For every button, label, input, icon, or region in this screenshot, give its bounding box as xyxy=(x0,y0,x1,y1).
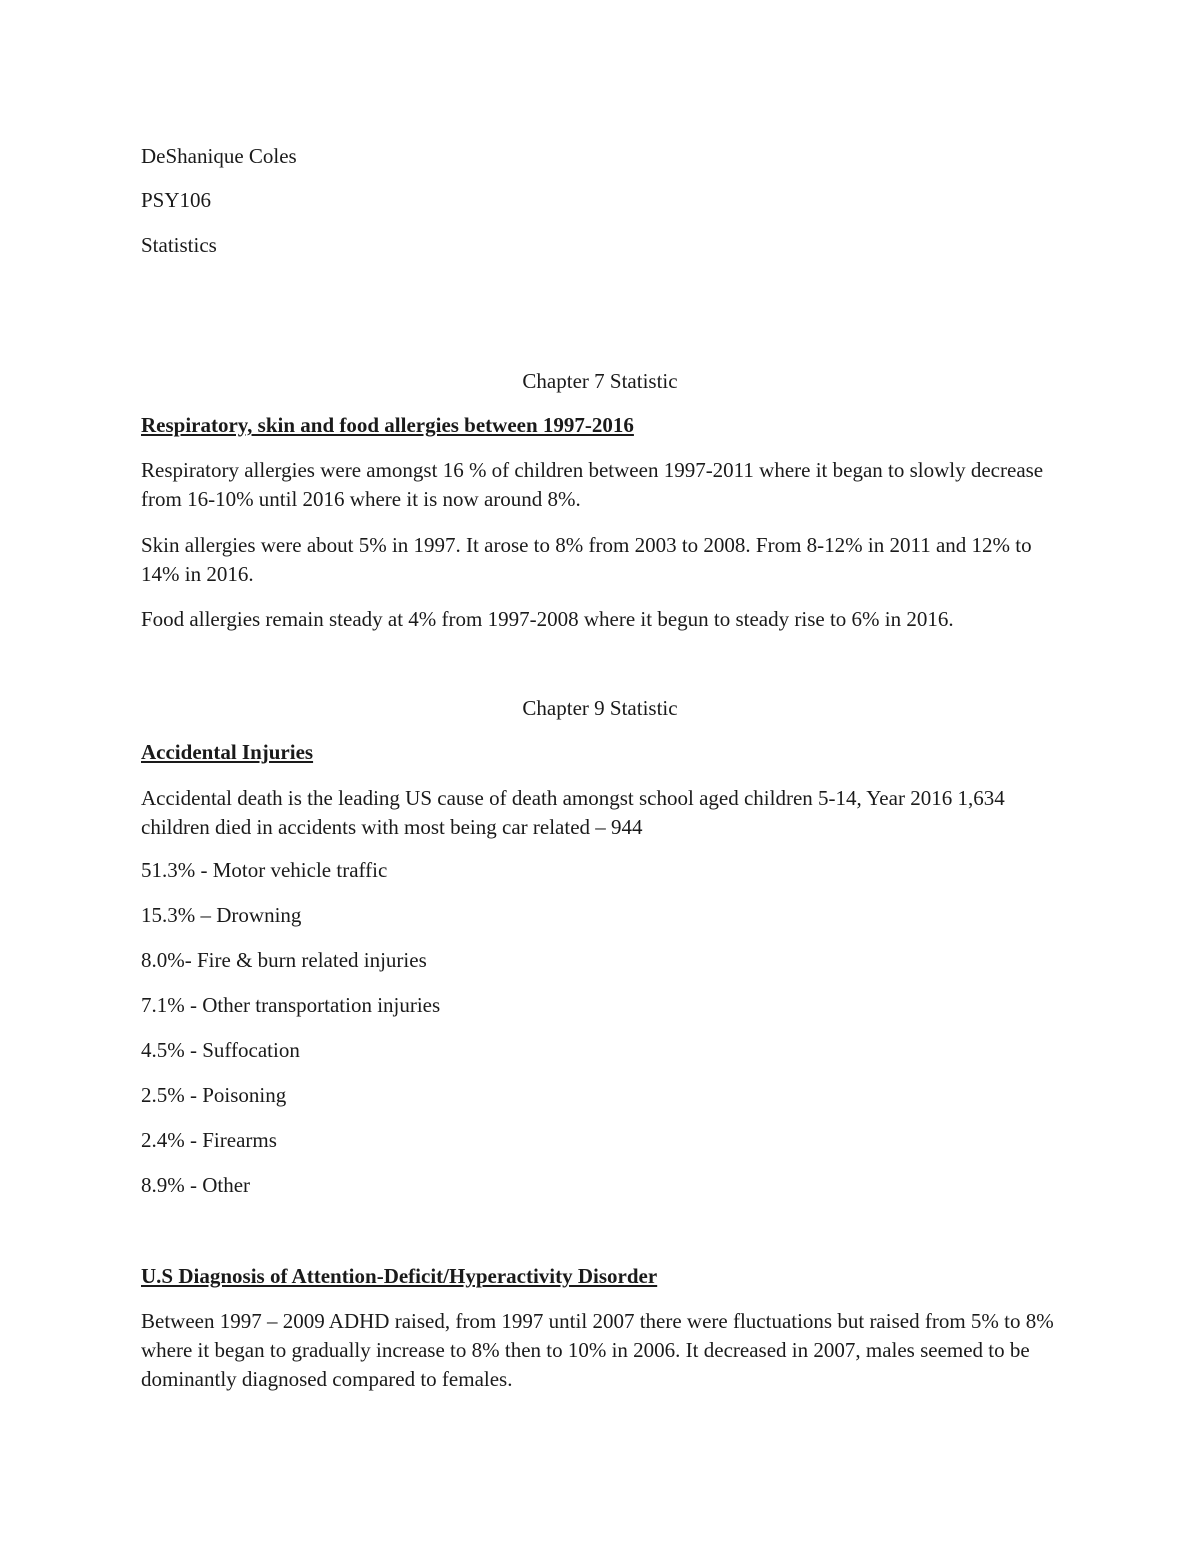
list-item: 7.1% - Other transportation injuries xyxy=(141,993,441,1017)
food-allergies-paragraph: Food allergies remain steady at 4% from 1997-2008 where it begun to steady rise to 6% in 2016. xyxy=(141,607,954,631)
list-item: 8.0%- Fire & burn related injuries xyxy=(141,948,427,972)
chapter9-title: Chapter 9 Statistic xyxy=(522,696,678,720)
list-item: 2.4% - Firearms xyxy=(141,1128,277,1152)
course-code: PSY106 xyxy=(141,188,212,212)
list-item: 2.5% - Poisoning xyxy=(141,1083,287,1107)
chapter7-heading: Respiratory, skin and food allergies between 1997-2016 xyxy=(141,413,634,437)
respiratory-allergies-paragraph: Respiratory allergies were amongst 16 % of children between 1997-2011 where it began to slowly decrease from 16-10% until 2016 where it is now around 8%. xyxy=(141,458,1044,511)
chapter9-heading: Accidental Injuries xyxy=(141,740,314,764)
list-item: 51.3% - Motor vehicle traffic xyxy=(141,858,388,882)
injury-causes-list xyxy=(141,856,440,1216)
author-name: DeShanique Coles xyxy=(141,144,297,168)
accidental-death-paragraph: Accidental death is the leading US cause of death amongst school aged children 5-14, Year 2016 1,634 children died in accidents with most being car related – 944 xyxy=(141,786,1005,839)
chapter7-title: Chapter 7 Statistic xyxy=(522,369,678,393)
list-item: 8.9% - Other xyxy=(141,1173,251,1197)
adhd-heading: U.S Diagnosis of Attention-Deficit/Hyperactivity Disorder xyxy=(141,1264,658,1288)
list-item: 15.3% – Drowning xyxy=(141,903,302,927)
adhd-paragraph: Between 1997 – 2009 ADHD raised, from 1997 until 2007 there were fluctuations but raised from 5% to 8% where it began to gradually increase to 8% then to 10% in 2006. It decreased in 2007, males seemed to be dominantly diagnosed compared to females. xyxy=(141,1309,1054,1391)
list-item: 4.5% - Suffocation xyxy=(141,1038,300,1062)
subject-label: Statistics xyxy=(141,233,217,257)
skin-allergies-paragraph: Skin allergies were about 5% in 1997. It arose to 8% from 2003 to 2008. From 8-12% in 2011 and 12% to 14% in 2016. xyxy=(141,533,1032,586)
